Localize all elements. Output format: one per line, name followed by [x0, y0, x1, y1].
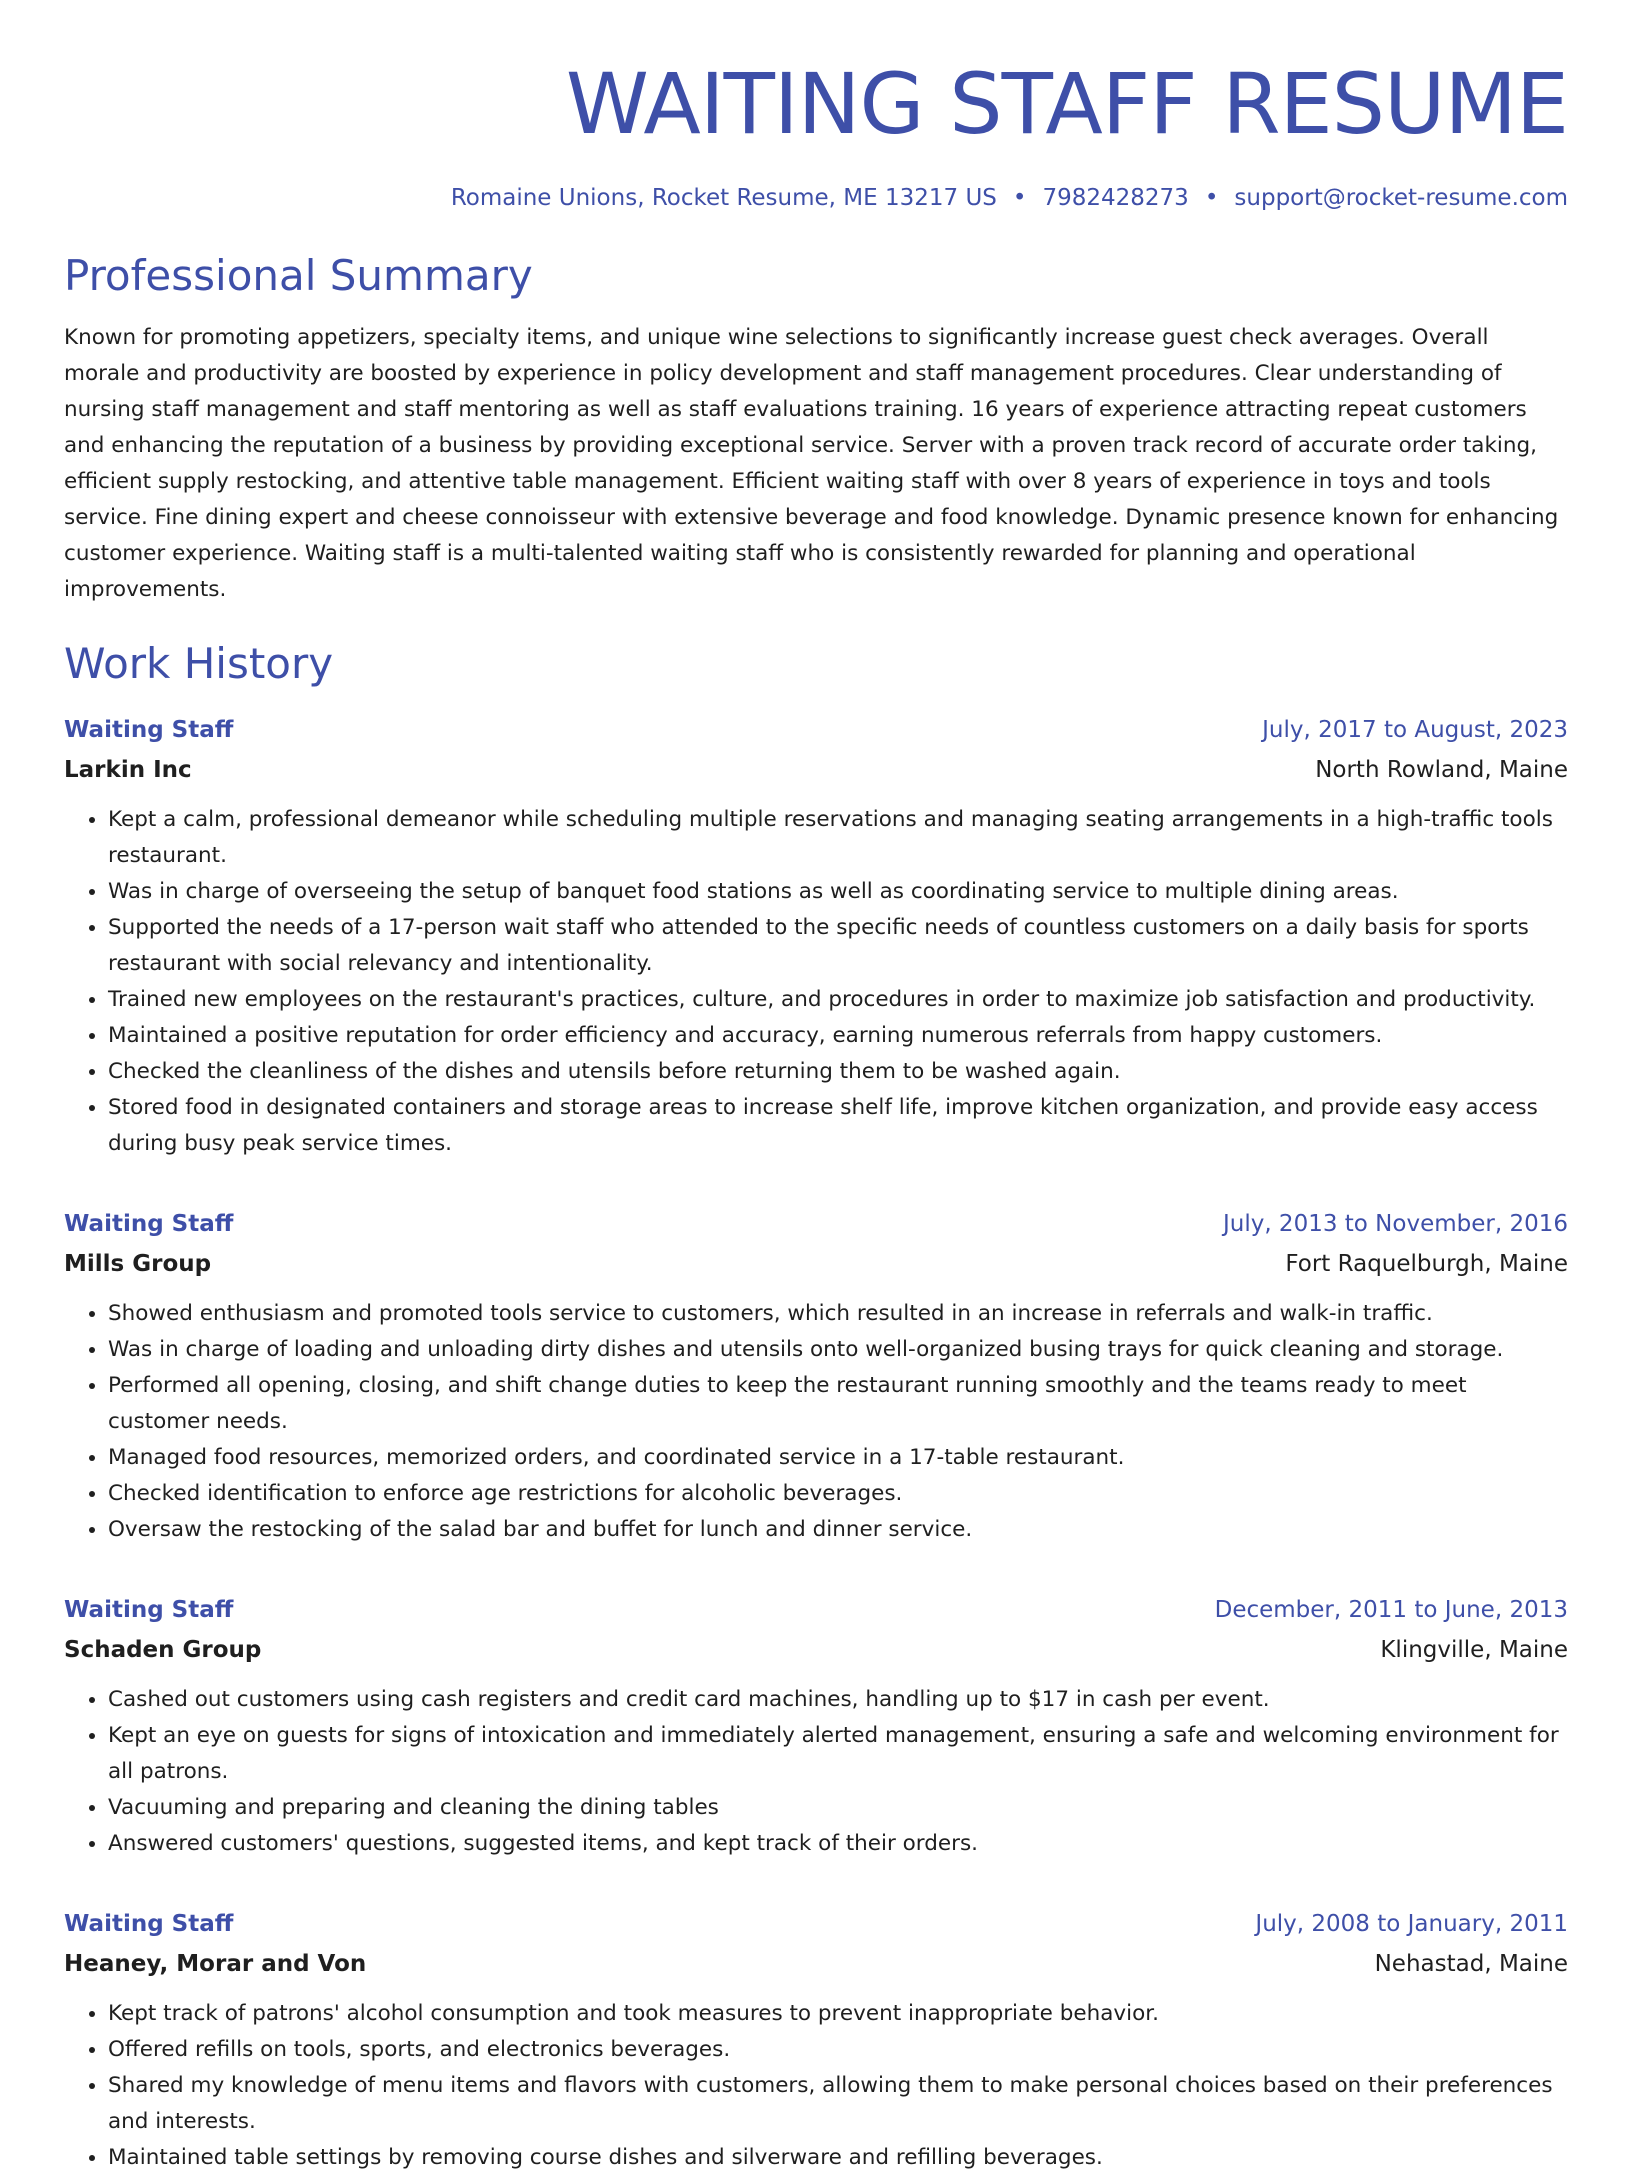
contact-line — [64, 182, 1568, 214]
job-bullet: • Answered customers' questions, suggested items, and kept track of their orders. — [108, 1826, 1568, 1862]
contact-email: support@rocket-resume.com — [1234, 185, 1568, 211]
job-location: Nehastad, Maine — [1374, 1951, 1568, 1977]
job-company-row — [64, 1244, 1568, 1284]
job-bullet: • Managed food resources, memorized orders, and coordinated service in a 17-table restaurant. — [108, 1440, 1568, 1476]
work-history-heading: Work History — [64, 639, 334, 688]
resume-header — [64, 0, 1568, 214]
summary-text: Known for promoting appetizers, specialty items, and unique wine selections to significantly increase guest check averages. Overall morale and productivity are boosted by experience in policy development and staff management procedures. Clear understanding of nursing staff management and staff mentoring as well as staff evaluations training. 16 years of experience attracting repeat customers and enhancing the reputation of a business by providing exceptional service. Server with a proven track record of accurate order taking, efficient supply restocking, and attentive table management. Efficient waiting staff with over 8 years of experience in toys and tools service. Fine dining expert and cheese connoisseur with extensive beverage and food knowledge. Dynamic presence known for enhancing customer experience. Waiting staff is a multi-talented waiting staff who is consistently rewarded for planning and operational improvements. — [64, 325, 1559, 602]
job-title-row — [64, 1590, 1568, 1630]
job-company-row — [64, 1944, 1568, 1984]
job-bullets — [64, 802, 1568, 1162]
job-title: Waiting Staff — [64, 717, 234, 743]
job-entry — [64, 1590, 1568, 1862]
job-bullets — [64, 1996, 1568, 2176]
job-bullets — [64, 1296, 1568, 1548]
job-title: Waiting Staff — [64, 1911, 234, 1937]
job-company: Schaden Group — [64, 1637, 262, 1663]
job-bullet: • Trained new employees on the restaurant's practices, culture, and procedures in order to maximize job satisfaction and productivity. — [108, 982, 1568, 1018]
job-bullet: • Supported the needs of a 17-person wait staff who attended to the specific needs of countless customers on a daily basis for sports restaurant with social relevancy and intentionality. — [108, 910, 1568, 982]
job-bullet: • Checked the cleanliness of the dishes and utensils before returning them to be washed again. — [108, 1054, 1568, 1090]
job-title: Waiting Staff — [64, 1597, 234, 1623]
job-bullet: • Kept a calm, professional demeanor while scheduling multiple reservations and managing seating arrangements in a high-traffic tools restaurant. — [108, 802, 1568, 874]
job-bullet: • Showed enthusiasm and promoted tools service to customers, which resulted in an increase in referrals and walk-in traffic. — [108, 1296, 1568, 1332]
job-company: Larkin Inc — [64, 757, 192, 783]
job-title-row — [64, 1204, 1568, 1244]
job-entry — [64, 710, 1568, 1162]
job-bullet: • Checked identification to enforce age restrictions for alcoholic beverages. — [108, 1476, 1568, 1512]
job-entry — [64, 1204, 1568, 1548]
job-dates: July, 2008 to January, 2011 — [1255, 1911, 1568, 1937]
summary-heading: Professional Summary — [64, 251, 533, 300]
job-bullet: • Offered refills on tools, sports, and electronics beverages. — [108, 2032, 1568, 2068]
job-location: North Rowland, Maine — [1315, 757, 1568, 783]
job-dates: December, 2011 to June, 2013 — [1214, 1597, 1568, 1623]
job-bullet: • Shared my knowledge of menu items and flavors with customers, allowing them to make personal choices based on their preferences and interests. — [108, 2068, 1568, 2140]
contact-separator: • — [1204, 185, 1219, 211]
resume-title: WAITING STAFF RESUME — [565, 55, 1568, 153]
job-bullet: • Maintained table settings by removing course dishes and silverware and refilling beverages. — [108, 2140, 1568, 2176]
job-bullets — [64, 1682, 1568, 1862]
job-bullet: • Kept track of patrons' alcohol consumption and took measures to prevent inappropriate behavior. — [108, 1996, 1568, 2032]
job-bullet: • Stored food in designated containers and storage areas to increase shelf life, improve kitchen organization, and provide easy access during busy peak service times. — [108, 1090, 1568, 1162]
job-dates: July, 2017 to August, 2023 — [1262, 717, 1568, 743]
job-location: Fort Raquelburgh, Maine — [1285, 1251, 1568, 1277]
job-bullet: • Cashed out customers using cash registers and credit card machines, handling up to $17 in cash per event. — [108, 1682, 1568, 1718]
contact-phone: 7982428273 — [1042, 185, 1189, 211]
job-company: Mills Group — [64, 1251, 212, 1277]
job-bullet: • Was in charge of loading and unloading dirty dishes and utensils onto well-organized busing trays for quick cleaning and storage. — [108, 1332, 1568, 1368]
job-title-row — [64, 710, 1568, 750]
job-title-row — [64, 1904, 1568, 1944]
job-entry — [64, 1904, 1568, 2176]
contact-address: Romaine Unions, Rocket Resume, ME 13217 US — [450, 185, 997, 211]
job-bullet: • Maintained a positive reputation for order efficiency and accuracy, earning numerous referrals from happy customers. — [108, 1018, 1568, 1054]
job-bullet: • Performed all opening, closing, and shift change duties to keep the restaurant running smoothly and the teams ready to meet customer needs. — [108, 1368, 1568, 1440]
job-dates: July, 2013 to November, 2016 — [1222, 1211, 1568, 1237]
job-bullet: • Oversaw the restocking of the salad bar and buffet for lunch and dinner service. — [108, 1512, 1568, 1548]
job-bullet: • Was in charge of overseeing the setup of banquet food stations as well as coordinating service to multiple dining areas. — [108, 874, 1568, 910]
job-company-row — [64, 750, 1568, 790]
job-company-row — [64, 1630, 1568, 1670]
job-title: Waiting Staff — [64, 1211, 234, 1237]
job-location: Klingville, Maine — [1380, 1637, 1568, 1663]
job-bullet: • Kept an eye on guests for signs of intoxication and immediately alerted management, ensuring a safe and welcoming environment for all patrons. — [108, 1718, 1568, 1790]
job-bullet: • Vacuuming and preparing and cleaning the dining tables — [108, 1790, 1568, 1826]
contact-separator: • — [1012, 185, 1027, 211]
job-company: Heaney, Morar and Von — [64, 1951, 367, 1977]
